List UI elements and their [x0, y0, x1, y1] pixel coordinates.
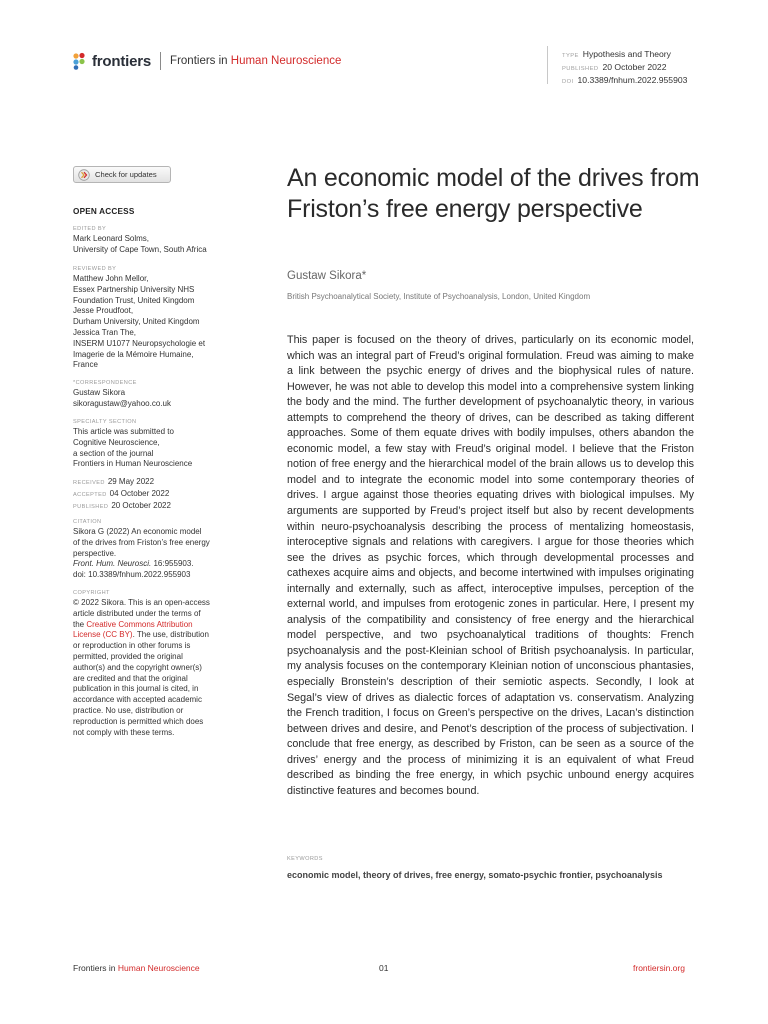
frontiers-logo-icon [72, 52, 88, 70]
reviewed-by-section: REVIEWED BY Matthew John Mellor, Essex Partnership University NHS Foundation Trust, United Kingdom Jesse Proudfoot, Durham University, United Kingdom Jessica Tran The, INSERM U1077 Neuropsychologie et Imagerie de la Mémoire Humaine, France [73, 266, 206, 370]
footer-site-link[interactable]: frontiersin.org [633, 963, 685, 973]
check-for-updates-button[interactable] [73, 166, 171, 183]
footer-journal[interactable]: Frontiers in Human Neuroscience [73, 963, 200, 973]
correspondence-section: *CORRESPONDENCE Gustaw Sikora sikoragustaw@yahoo.co.uk [73, 379, 243, 410]
dates-section: RECEIVED 29 May 2022 ACCEPTED 04 October 2022 PUBLISHED 20 October 2022 [73, 477, 171, 510]
doi-link[interactable]: 10.3389/fnhum.2022.955903 [577, 75, 688, 85]
citation-section: CITATION Sikora G (2022) An economic model of the drives from Friston’s free energy perspective. Front. Hum. Neurosci. 16:955903. doi: 10.3389/fnhum.2022.955903 [73, 518, 243, 581]
abstract: This paper is focused on the theory of drives, particularly on its economic model, which was an integral part of Freud’s original formulation. Freud was aiming to make a link between the psychic energy of drives and the biophysical rules of nature. However, he was not able to develop this model into a comprehensive system linking the body and the mind. The further development of psychoanalytic theory, in various attempts to comprehend the theory of drives, can be described as taking different approaches. Some of them equate drives with bodily impulses, others abandon the economic model, a few stay with Freud’s original model. I believe that the Friston notion of free energy and the hierarchical model of the brain allows us to develop this model and to integrate the economic model into some contemporary theories of drives. I argue against those theories equating drives with biological impulses. My arguments are supported by Freud’s project itself but also by recent developments within neuro-psychoanalysis describing the process of mentalizing homeostasis, interoceptive signals and relations with caregivers. I argue for those theories which see the drives as psychic forces, which through developmental processes and cathexes acquire aims and objects, and become intertwined with impulses originating internally and externally, such as affect, interoceptive impulses, perception of the external world, and impulses from erotogenic zones in particular. Here, I present my analysis of the compatibility and consistency of free energy and the hierarchical model perspective, and two psychoanalytical traditions of thoughts: French psychoanalysis and the post-Kleinian school of British psychoanalysis. In particular, my analysis focuses on the contemporary Kleinian notion of unconscious phantasies, especially Bronstein’s description of their semiotic aspects. Secondly, I look at Segal’s view of drives as dialectic forces of adaptation vs. conservatism. Analyzing the French tradition, I focus on Green’s perspective on the drives, Lacan’s distinction between drives and desire, and Penot’s description of the process of subjectivation. I conclude that free energy, as described by Friston, can be seen as a source of the drives’ energy and the process of minimizing it is an equivalent of what Freud described as binding the free energy, in which psychic unbound energy acquires distinctive features and becomes bound. [287, 334, 694, 797]
author-name[interactable]: Gustaw Sikora* [287, 270, 367, 282]
frontiers-wordmark: frontiers [92, 52, 152, 70]
journal-name[interactable]: Frontiers in Human Neuroscience [170, 55, 342, 67]
page-number: 01 [379, 963, 389, 973]
license-link-cc-by[interactable]: License (CC BY) [73, 630, 133, 640]
published-date: 20 October 2022 [602, 62, 667, 72]
correspondence-email[interactable]: sikoragustaw@yahoo.co.uk [73, 398, 171, 408]
author-affiliation: British Psychoanalytical Society, Institute of Psychoanalysis, London, United Kingdom [287, 292, 591, 301]
article-title: An economic model of the drives from Friston’s free energy perspective [287, 164, 700, 223]
article-meta: TYPE Hypothesis and Theory PUBLISHED 20 October 2022 DOI 10.3389/fnhum.2022.955903 [562, 49, 688, 85]
check-for-updates-label: Check for updates [95, 170, 157, 179]
edited-by-section: EDITED BY Mark Leonard Solms, University of Cape Town, South Africa [73, 226, 207, 254]
journal-header [72, 52, 341, 70]
keywords: economic model, theory of drives, free energy, somato-psychic frontier, psychoanalysis [287, 870, 663, 880]
copyright-section: COPYRIGHT © 2022 Sikora. This is an open-access article distributed under the terms of the Creative Commons Attribution License (CC BY). The use, distribution or reproduction in other forums is permitted, provided the original author(s) and the copyright owner(s) are credited and that the original publication in this journal is cited, in accordance with accepted academic practice. No use, distribution or reproduction is permitted which does not comply with these terms. [73, 590, 210, 737]
open-access-label: OPEN ACCESS [73, 207, 135, 216]
specialty-section: SPECIALTY SECTION This article was submitted to Cognitive Neuroscience, a section of the journal Frontiers in Human Neuroscience [73, 419, 193, 469]
license-link[interactable]: Creative Commons Attribution [86, 619, 193, 629]
header-divider [160, 52, 161, 70]
article-type: Hypothesis and Theory [582, 49, 671, 59]
citation-doi[interactable]: doi: 10.3389/fnhum.2022.955903 [73, 570, 191, 580]
meta-divider [547, 46, 548, 84]
keywords-heading: KEYWORDS [287, 856, 323, 862]
check-updates-icon [78, 169, 90, 181]
